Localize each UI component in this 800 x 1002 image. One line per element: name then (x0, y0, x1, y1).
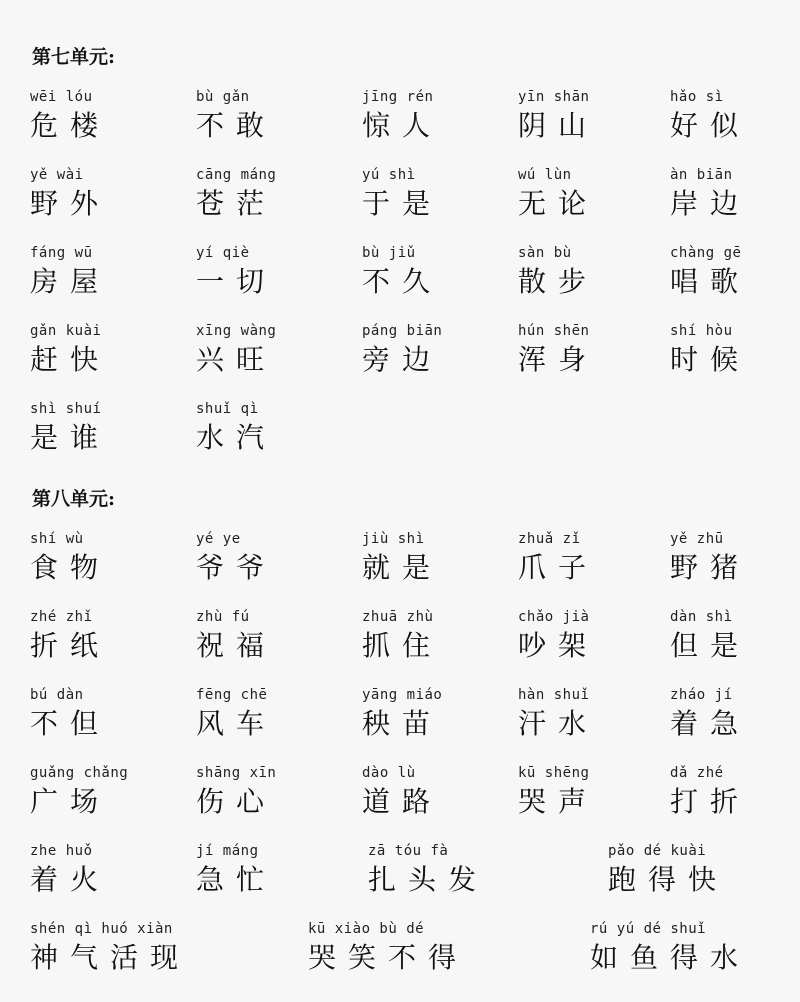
word-hanzi: 一切 (196, 265, 277, 298)
word-hanzi: 不但 (30, 707, 111, 740)
word-pinyin: zhe huǒ (30, 843, 93, 859)
vocab-word (518, 686, 598, 742)
word-pinyin: cāng máng (196, 167, 277, 183)
word-pinyin: kū shēng (518, 765, 590, 781)
vocab-word (362, 608, 442, 664)
vocab-word (30, 400, 110, 456)
vocab-word (30, 88, 110, 144)
word-hanzi: 房屋 (30, 265, 111, 298)
word-pinyin: bù jiǔ (362, 245, 416, 261)
word-hanzi: 不久 (362, 265, 443, 298)
word-pinyin: bú dàn (30, 687, 84, 703)
vocab-word (196, 842, 276, 898)
word-pinyin: guǎng chǎng (30, 765, 129, 781)
word-hanzi: 旁边 (362, 343, 443, 376)
word-hanzi: 野外 (30, 187, 111, 220)
word-pinyin: shāng xīn (196, 765, 277, 781)
vocab-word (196, 686, 276, 742)
word-pinyin: hún shēn (518, 323, 590, 339)
word-pinyin: yé ye (196, 531, 241, 547)
word-hanzi: 秧苗 (362, 707, 443, 740)
vocab-word (518, 244, 598, 300)
word-pinyin: yí qiè (196, 245, 250, 261)
vocab-word (30, 686, 110, 742)
word-hanzi: 跑得快 (608, 863, 729, 896)
word-pinyin: fēng chē (196, 687, 268, 703)
word-hanzi: 急忙 (196, 863, 277, 896)
word-pinyin: shuǐ qì (196, 401, 259, 417)
word-hanzi: 是谁 (30, 421, 111, 454)
word-pinyin: dàn shì (670, 609, 733, 625)
word-pinyin: gǎn kuài (30, 323, 102, 339)
word-hanzi: 水汽 (196, 421, 277, 454)
word-hanzi: 如鱼得水 (590, 941, 751, 974)
vocab-word (518, 166, 598, 222)
vocab-word (30, 764, 128, 820)
word-hanzi: 惊人 (362, 109, 443, 142)
word-pinyin: shì shuí (30, 401, 102, 417)
word-pinyin: rú yú dé shuǐ (590, 921, 707, 937)
word-pinyin: dào lù (362, 765, 416, 781)
word-hanzi: 岸边 (670, 187, 751, 220)
word-pinyin: jīng rén (362, 89, 434, 105)
word-hanzi: 爪子 (518, 551, 599, 584)
word-pinyin: hàn shuǐ (518, 687, 590, 703)
vocab-word (362, 88, 442, 144)
vocab-word (670, 764, 750, 820)
vocab-word (518, 608, 598, 664)
word-pinyin: kū xiào bù dé (308, 921, 425, 937)
word-pinyin: jiù shì (362, 531, 425, 547)
word-pinyin: wēi lóu (30, 89, 93, 105)
vocab-word (362, 244, 442, 300)
word-pinyin: xīng wàng (196, 323, 277, 339)
word-hanzi: 赶快 (30, 343, 111, 376)
word-hanzi: 危楼 (30, 109, 111, 142)
vocab-word (362, 764, 442, 820)
word-hanzi: 扎头发 (368, 863, 489, 896)
word-pinyin: zháo jí (670, 687, 733, 703)
word-hanzi: 哭声 (518, 785, 599, 818)
vocab-word (196, 608, 276, 664)
vocab-word (362, 530, 442, 586)
word-hanzi: 唱歌 (670, 265, 751, 298)
vocab-word (196, 322, 276, 378)
word-pinyin: sàn bù (518, 245, 572, 261)
word-hanzi: 于是 (362, 187, 443, 220)
word-hanzi: 爷爷 (196, 551, 277, 584)
word-hanzi: 折纸 (30, 629, 111, 662)
unit-title-7: 第七单元: (32, 46, 116, 68)
vocab-word (670, 88, 750, 144)
word-hanzi: 汗水 (518, 707, 599, 740)
word-hanzi: 哭笑不得 (308, 941, 469, 974)
vocab-word (368, 842, 488, 898)
word-pinyin: yāng miáo (362, 687, 443, 703)
vocab-word (518, 322, 598, 378)
word-hanzi: 浑身 (518, 343, 599, 376)
word-hanzi: 道路 (362, 785, 443, 818)
word-hanzi: 时候 (670, 343, 751, 376)
word-pinyin: shí hòu (670, 323, 733, 339)
vocab-word (590, 920, 750, 976)
word-hanzi: 野猪 (670, 551, 751, 584)
vocab-word (30, 608, 110, 664)
vocab-word (196, 244, 276, 300)
word-pinyin: chàng gē (670, 245, 742, 261)
word-hanzi: 风车 (196, 707, 277, 740)
word-pinyin: dǎ zhé (670, 765, 724, 781)
word-hanzi: 打折 (670, 785, 751, 818)
word-hanzi: 吵架 (518, 629, 599, 662)
word-pinyin: chǎo jià (518, 609, 590, 625)
word-pinyin: pǎo dé kuài (608, 843, 707, 859)
word-hanzi: 着火 (30, 863, 111, 896)
vocab-word (518, 530, 598, 586)
vocab-word (362, 322, 442, 378)
vocab-word (518, 764, 598, 820)
vocab-word (30, 530, 110, 586)
word-hanzi: 好似 (670, 109, 751, 142)
word-hanzi: 神气活现 (30, 941, 191, 974)
word-pinyin: yīn shān (518, 89, 590, 105)
word-hanzi: 就是 (362, 551, 443, 584)
word-hanzi: 抓住 (362, 629, 443, 662)
vocab-word (362, 686, 442, 742)
word-pinyin: zhuā zhù (362, 609, 434, 625)
word-pinyin: hǎo sì (670, 89, 724, 105)
vocab-word (30, 244, 110, 300)
vocab-word (670, 322, 750, 378)
word-pinyin: shí wù (30, 531, 84, 547)
vocab-word (30, 322, 110, 378)
word-pinyin: yú shì (362, 167, 416, 183)
word-pinyin: shén qì huó xiàn (30, 921, 173, 937)
word-hanzi: 伤心 (196, 785, 277, 818)
word-hanzi: 苍茫 (196, 187, 277, 220)
word-pinyin: zā tóu fà (368, 843, 449, 859)
word-hanzi: 祝福 (196, 629, 277, 662)
vocab-word (196, 530, 276, 586)
word-hanzi: 阴山 (518, 109, 599, 142)
word-pinyin: jí máng (196, 843, 259, 859)
vocab-word (670, 608, 750, 664)
word-pinyin: bù gǎn (196, 89, 250, 105)
word-hanzi: 散步 (518, 265, 599, 298)
word-hanzi: 无论 (518, 187, 599, 220)
word-pinyin: wú lùn (518, 167, 572, 183)
word-hanzi: 着急 (670, 707, 751, 740)
vocab-word (196, 400, 276, 456)
vocab-word (30, 166, 110, 222)
word-pinyin: fáng wū (30, 245, 93, 261)
word-hanzi: 食物 (30, 551, 111, 584)
word-pinyin: zhuǎ zǐ (518, 531, 581, 547)
vocab-word (518, 88, 598, 144)
word-hanzi: 但是 (670, 629, 751, 662)
word-pinyin: yě wài (30, 167, 84, 183)
vocab-word (30, 920, 190, 976)
vocab-word (670, 686, 750, 742)
vocab-word (670, 244, 750, 300)
word-hanzi: 不敢 (196, 109, 277, 142)
vocab-word (670, 166, 750, 222)
vocab-word (196, 166, 276, 222)
vocab-word (196, 88, 276, 144)
word-pinyin: yě zhū (670, 531, 724, 547)
word-pinyin: zhù fú (196, 609, 250, 625)
vocab-word (308, 920, 468, 976)
vocab-word (30, 842, 110, 898)
word-pinyin: páng biān (362, 323, 443, 339)
word-pinyin: zhé zhǐ (30, 609, 93, 625)
vocab-word (670, 530, 750, 586)
vocab-word (362, 166, 442, 222)
word-hanzi: 兴旺 (196, 343, 277, 376)
word-hanzi: 广场 (30, 785, 111, 818)
unit-title-8: 第八单元: (32, 488, 116, 510)
vocab-word (196, 764, 276, 820)
vocab-word (608, 842, 728, 898)
word-pinyin: àn biān (670, 167, 733, 183)
